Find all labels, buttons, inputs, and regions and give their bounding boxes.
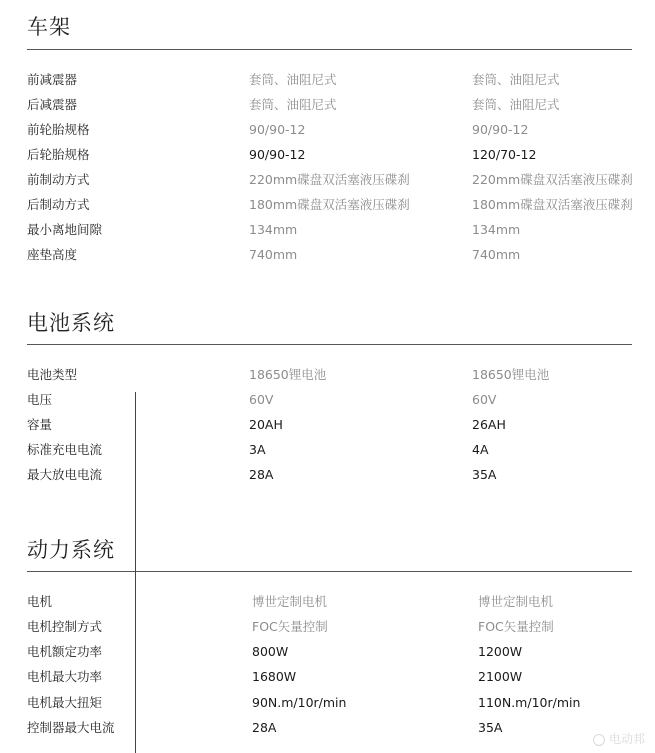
spec-row	[0, 591, 655, 613]
spec-row	[0, 692, 655, 714]
spec-value-model-1: 60V	[249, 392, 274, 407]
spec-value-model-1: 28A	[252, 720, 277, 735]
spec-row	[0, 219, 655, 241]
spec-row	[0, 641, 655, 663]
spec-value-model-2: 110N.m/10r/min	[478, 695, 581, 710]
spec-row	[0, 364, 655, 386]
spec-value-model-2: 18650锂电池	[472, 367, 550, 382]
spec-label: 电机控制方式	[27, 619, 103, 634]
spec-label: 前减震器	[27, 72, 78, 87]
spec-label: 电机最大功率	[27, 669, 103, 684]
spec-value-model-2: 134mm	[472, 222, 521, 237]
spec-value-model-1: 18650锂电池	[249, 367, 327, 382]
spec-label: 最小离地间隙	[27, 222, 103, 237]
spec-value-model-2: FOC矢量控制	[478, 619, 554, 634]
spec-label: 标准充电电流	[27, 442, 103, 457]
spec-value-model-1: 1680W	[252, 669, 297, 684]
spec-label: 最大放电电流	[27, 467, 103, 482]
spec-label: 电压	[27, 392, 53, 407]
spec-value-model-2: 套筒、油阻尼式	[472, 97, 560, 112]
spec-value-model-1: 90/90-12	[249, 122, 306, 137]
spec-value-model-2: 180mm碟盘双活塞液压碟刹	[472, 197, 633, 212]
spec-value-model-2: 740mm	[472, 247, 521, 262]
spec-value-model-1: 20AH	[249, 417, 283, 432]
section-divider	[27, 344, 632, 345]
spec-value-model-1: 740mm	[249, 247, 298, 262]
spec-label: 前制动方式	[27, 172, 90, 187]
vertical-guide-line	[135, 392, 136, 753]
spec-row	[0, 666, 655, 688]
spec-value-model-2: 220mm碟盘双活塞液压碟刹	[472, 172, 633, 187]
spec-value-model-2: 60V	[472, 392, 497, 407]
spec-row	[0, 414, 655, 436]
spec-value-model-1: FOC矢量控制	[252, 619, 328, 634]
spec-label: 座垫高度	[27, 247, 78, 262]
spec-value-model-1: 套筒、油阻尼式	[249, 72, 337, 87]
spec-value-model-2: 2100W	[478, 669, 523, 684]
spec-value-model-1: 180mm碟盘双活塞液压碟刹	[249, 197, 410, 212]
spec-row	[0, 94, 655, 116]
spec-label: 前轮胎规格	[27, 122, 90, 137]
spec-row	[0, 616, 655, 638]
spec-row	[0, 389, 655, 411]
spec-value-model-2: 35A	[478, 720, 503, 735]
spec-value-model-1: 90/90-12	[249, 147, 306, 162]
spec-label: 容量	[27, 417, 53, 432]
spec-value-model-1: 90N.m/10r/min	[252, 695, 347, 710]
spec-value-model-1: 3A	[249, 442, 266, 457]
spec-value-model-2: 26AH	[472, 417, 506, 432]
spec-row	[0, 464, 655, 486]
watermark-logo-icon	[593, 734, 605, 746]
section-divider	[27, 49, 632, 50]
spec-value-model-1: 800W	[252, 644, 289, 659]
spec-value-model-2: 35A	[472, 467, 497, 482]
spec-label: 控制器最大电流	[27, 720, 115, 735]
spec-value-model-1: 220mm碟盘双活塞液压碟刹	[249, 172, 410, 187]
watermark	[593, 730, 645, 747]
watermark-text: 电动邦	[608, 732, 645, 746]
spec-label: 后轮胎规格	[27, 147, 90, 162]
spec-value-model-2: 博世定制电机	[478, 594, 554, 609]
section-title-powertrain: 动力系统	[27, 538, 115, 562]
spec-value-model-1: 套筒、油阻尼式	[249, 97, 337, 112]
spec-label: 电池类型	[27, 367, 78, 382]
spec-value-model-1: 28A	[249, 467, 274, 482]
spec-row	[0, 144, 655, 166]
spec-row	[0, 119, 655, 141]
spec-value-model-2: 120/70-12	[472, 147, 537, 162]
section-title-battery: 电池系统	[27, 311, 115, 335]
spec-label: 电机最大扭矩	[27, 695, 103, 710]
spec-row	[0, 717, 655, 739]
spec-label: 后制动方式	[27, 197, 90, 212]
spec-value-model-2: 1200W	[478, 644, 523, 659]
spec-label: 电机	[27, 594, 53, 609]
spec-label: 电机额定功率	[27, 644, 103, 659]
spec-row	[0, 169, 655, 191]
spec-value-model-2: 4A	[472, 442, 489, 457]
spec-row	[0, 194, 655, 216]
spec-label: 后减震器	[27, 97, 78, 112]
section-divider	[27, 571, 632, 572]
spec-row	[0, 244, 655, 266]
spec-row	[0, 439, 655, 461]
section-title-frame: 车架	[27, 15, 71, 39]
spec-value-model-1: 134mm	[249, 222, 298, 237]
spec-value-model-2: 90/90-12	[472, 122, 529, 137]
spec-row	[0, 69, 655, 91]
spec-value-model-1: 博世定制电机	[252, 594, 328, 609]
spec-value-model-2: 套筒、油阻尼式	[472, 72, 560, 87]
